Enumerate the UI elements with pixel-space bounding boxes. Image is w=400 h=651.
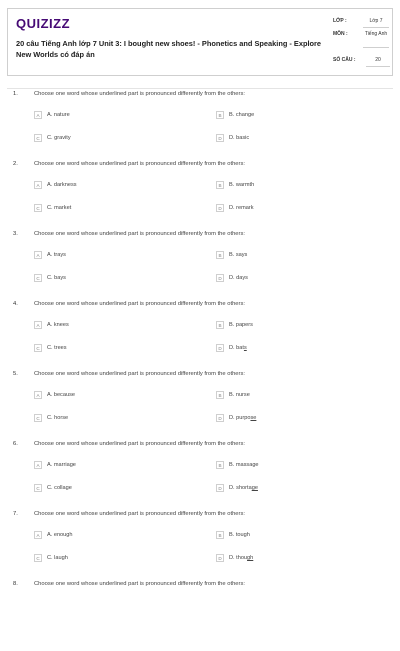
option-letter-box: C bbox=[34, 554, 42, 562]
answer-option-c[interactable] bbox=[34, 203, 71, 213]
answer-option-c[interactable] bbox=[34, 133, 71, 143]
option-text: C. market bbox=[47, 205, 72, 211]
answer-option-d[interactable] bbox=[216, 413, 256, 423]
count-label: SỐ CÂU : bbox=[333, 57, 356, 63]
option-letter-box: C bbox=[34, 484, 42, 492]
question-number: 5. bbox=[13, 371, 18, 377]
question-item bbox=[0, 161, 400, 231]
option-text: D. shortage bbox=[229, 485, 258, 491]
question-number: 2. bbox=[13, 161, 18, 167]
answer-option-c[interactable] bbox=[34, 483, 72, 493]
answer-option-a[interactable] bbox=[34, 530, 73, 540]
answer-option-b[interactable] bbox=[216, 530, 250, 540]
answer-option-d[interactable] bbox=[216, 203, 254, 213]
option-letter-box: A bbox=[34, 251, 42, 259]
answer-option-b[interactable] bbox=[216, 180, 254, 190]
question-number: 3. bbox=[13, 231, 18, 237]
option-text: B. nurse bbox=[229, 392, 250, 398]
answer-option-c[interactable] bbox=[34, 343, 67, 353]
count-value: 20 bbox=[375, 57, 381, 63]
option-text: D. though bbox=[229, 555, 254, 561]
option-letter-box: B bbox=[216, 531, 224, 539]
option-text: D. days bbox=[229, 275, 248, 281]
option-letter-box: B bbox=[216, 111, 224, 119]
question-text: Choose one word whose underlined part is pronounced differently from the others: bbox=[34, 511, 245, 517]
option-text: C. gravity bbox=[47, 135, 71, 141]
question-item bbox=[0, 581, 400, 651]
grade-underline bbox=[363, 27, 389, 28]
question-text: Choose one word whose underlined part is pronounced differently from the others: bbox=[34, 301, 245, 307]
option-letter-box: C bbox=[34, 344, 42, 352]
answer-option-d[interactable] bbox=[216, 483, 258, 493]
answer-option-a[interactable] bbox=[34, 250, 66, 260]
option-letter-box: D bbox=[216, 554, 224, 562]
option-text: B. warmth bbox=[229, 182, 255, 188]
option-letter-box: D bbox=[216, 274, 224, 282]
option-text: A. marriage bbox=[47, 462, 76, 468]
question-number: 7. bbox=[13, 511, 18, 517]
question-number: 4. bbox=[13, 301, 18, 307]
question-text: Choose one word whose underlined part is pronounced differently from the others: bbox=[34, 231, 245, 237]
option-text: C. bays bbox=[47, 275, 66, 281]
option-letter-box: C bbox=[34, 134, 42, 142]
answer-option-b[interactable] bbox=[216, 320, 253, 330]
answer-option-c[interactable] bbox=[34, 413, 68, 423]
option-text: A. because bbox=[47, 392, 75, 398]
question-number: 1. bbox=[13, 91, 18, 97]
option-text: A. enough bbox=[47, 532, 73, 538]
option-text: D. remark bbox=[229, 205, 254, 211]
option-text: A. knees bbox=[47, 322, 69, 328]
option-letter-box: B bbox=[216, 391, 224, 399]
question-number: 6. bbox=[13, 441, 18, 447]
option-letter-box: D bbox=[216, 134, 224, 142]
subject-value: Tiếng Anh bbox=[364, 31, 388, 37]
option-letter-box: D bbox=[216, 204, 224, 212]
option-letter-box: A bbox=[34, 391, 42, 399]
grade-label: LỚP : bbox=[333, 18, 347, 24]
option-letter-box: D bbox=[216, 484, 224, 492]
subject-underline bbox=[363, 47, 389, 48]
answer-option-b[interactable] bbox=[216, 390, 250, 400]
quizizz-logo: QUIZIZZ bbox=[16, 16, 71, 31]
answer-option-d[interactable] bbox=[216, 133, 249, 143]
answer-option-b[interactable] bbox=[216, 250, 247, 260]
answer-option-d[interactable] bbox=[216, 553, 253, 563]
option-text: B. says bbox=[229, 252, 248, 258]
option-letter-box: B bbox=[216, 321, 224, 329]
underlined-part: se bbox=[250, 415, 257, 421]
question-text: Choose one word whose underlined part is pronounced differently from the others: bbox=[34, 581, 245, 587]
option-text: C. horse bbox=[47, 415, 69, 421]
option-text: B. tough bbox=[229, 532, 250, 538]
underlined-part: ge bbox=[251, 485, 258, 491]
option-text: D. basic bbox=[229, 135, 250, 141]
question-item bbox=[0, 441, 400, 511]
question-item bbox=[0, 91, 400, 161]
question-item bbox=[0, 231, 400, 301]
question-text: Choose one word whose underlined part is pronounced differently from the others: bbox=[34, 371, 245, 377]
question-item bbox=[0, 511, 400, 581]
option-letter-box: C bbox=[34, 274, 42, 282]
option-letter-box: B bbox=[216, 251, 224, 259]
option-text: C. trees bbox=[47, 345, 67, 351]
option-text: A. nature bbox=[47, 112, 70, 118]
worksheet-header bbox=[7, 8, 393, 76]
answer-option-a[interactable] bbox=[34, 180, 77, 190]
option-text: C. laugh bbox=[47, 555, 68, 561]
answer-option-d[interactable] bbox=[216, 343, 247, 353]
underlined-part: s bbox=[243, 345, 247, 351]
option-text: C. collage bbox=[47, 485, 72, 491]
option-letter-box: A bbox=[34, 111, 42, 119]
answer-option-a[interactable] bbox=[34, 110, 70, 120]
answer-option-a[interactable] bbox=[34, 390, 75, 400]
option-letter-box: A bbox=[34, 531, 42, 539]
option-text: B. papers bbox=[229, 322, 253, 328]
option-text: A. trays bbox=[47, 252, 66, 258]
answer-option-a[interactable] bbox=[34, 460, 76, 470]
option-letter-box: B bbox=[216, 461, 224, 469]
answer-option-a[interactable] bbox=[34, 320, 69, 330]
option-text: D. purpose bbox=[229, 415, 257, 421]
answer-option-b[interactable] bbox=[216, 110, 254, 120]
answer-option-c[interactable] bbox=[34, 553, 68, 563]
option-text: B. change bbox=[229, 112, 255, 118]
question-text: Choose one word whose underlined part is pronounced differently from the others: bbox=[34, 441, 245, 447]
option-letter-box: C bbox=[34, 204, 42, 212]
question-text: Choose one word whose underlined part is pronounced differently from the others: bbox=[34, 161, 245, 167]
option-letter-box: A bbox=[34, 181, 42, 189]
count-underline bbox=[366, 66, 390, 67]
worksheet-title: 20 câu Tiếng Anh lớp 7 Unit 3: I bought new shoes! - Phonetics and Speaking - Explore New Worlds có đáp án bbox=[16, 39, 322, 59]
option-text: B. massage bbox=[229, 462, 259, 468]
question-item bbox=[0, 301, 400, 371]
option-text: A. darkness bbox=[47, 182, 77, 188]
option-letter-box: D bbox=[216, 414, 224, 422]
answer-option-d[interactable] bbox=[216, 273, 248, 283]
header-divider bbox=[7, 88, 393, 89]
answer-option-b[interactable] bbox=[216, 460, 259, 470]
grade-value: Lớp 7 bbox=[369, 18, 383, 24]
option-text: D. bats bbox=[229, 345, 247, 351]
question-item bbox=[0, 371, 400, 441]
underlined-part: gh bbox=[247, 555, 254, 561]
option-letter-box: C bbox=[34, 414, 42, 422]
subject-label: MÔN : bbox=[333, 31, 348, 37]
option-letter-box: A bbox=[34, 461, 42, 469]
option-letter-box: B bbox=[216, 181, 224, 189]
option-letter-box: D bbox=[216, 344, 224, 352]
answer-option-c[interactable] bbox=[34, 273, 66, 283]
question-text: Choose one word whose underlined part is pronounced differently from the others: bbox=[34, 91, 245, 97]
question-number: 8. bbox=[13, 581, 18, 587]
option-letter-box: A bbox=[34, 321, 42, 329]
